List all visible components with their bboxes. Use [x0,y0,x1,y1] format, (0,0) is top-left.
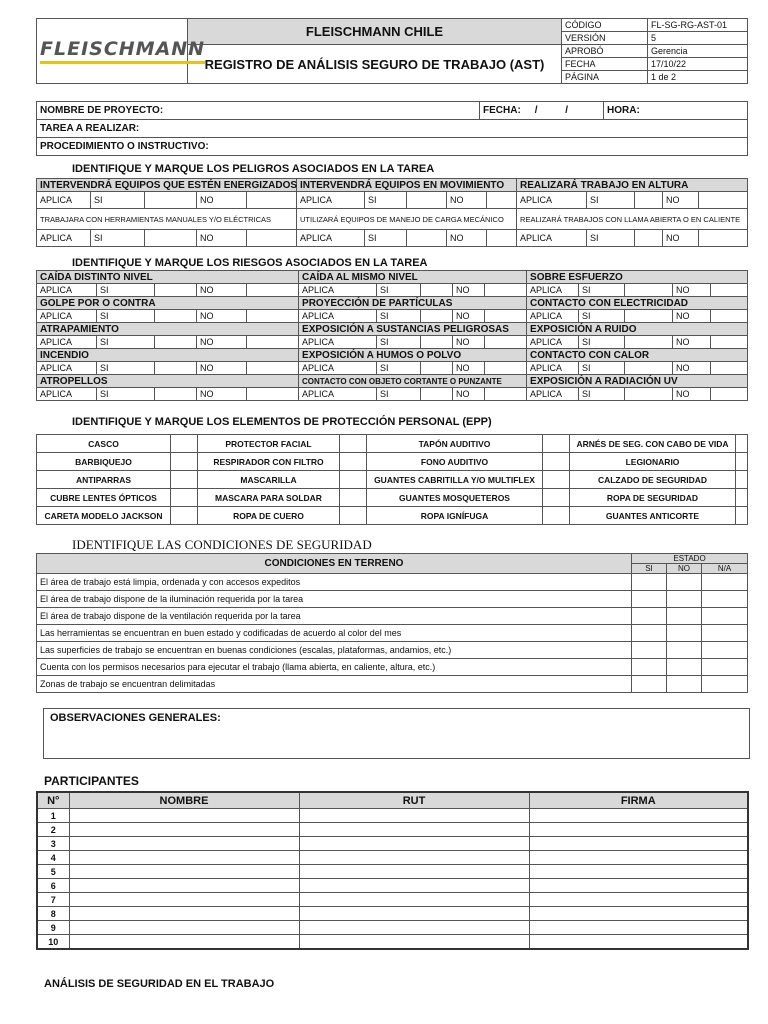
project-info-table [36,101,748,156]
hazard-label: INTERVENDRÁ EQUIPOS QUE ESTÉN ENERGIZADOS [37,179,297,192]
participant-number: 9 [37,921,69,935]
aplica-label: APLICA [517,230,587,247]
meta-label: CÓDIGO [562,19,648,32]
participant-rut-field[interactable] [299,837,529,851]
si-checkbox[interactable]: SI [579,336,625,349]
col-si: SI [632,564,667,574]
ppe-checkbox[interactable] [171,435,198,453]
procedure-field[interactable]: PROCEDIMIENTO O INSTRUCTIVO: [37,138,748,156]
ppe-item-label: CUBRE LENTES ÓPTICOS [37,489,171,507]
participant-signature-field[interactable] [529,851,748,865]
participant-signature-field[interactable] [529,893,748,907]
meta-label: VERSIÓN [562,32,648,45]
participant-number: 3 [37,837,69,851]
risk-label: CONTACTO CON CALOR [527,349,748,362]
no-checkbox[interactable]: NO [453,310,485,323]
header-table [36,18,748,84]
col-na: N/A [702,564,748,574]
condition-si-checkbox[interactable] [632,574,667,591]
no-checkbox[interactable]: NO [197,310,247,323]
no-checkbox[interactable]: NO [663,230,699,247]
condition-text: El área de trabajo dispone de la ventilación requerida por la tarea [37,608,632,625]
hazards-table [36,178,748,247]
aplica-label: APLICA [299,336,377,349]
condition-text: El área de trabajo dispone de la iluminación requerida por la tarea [37,591,632,608]
si-checkbox[interactable]: SI [377,336,421,349]
ppe-item-label: GUANTES MOSQUETEROS [367,489,543,507]
table-row [37,659,748,676]
aplica-label: APLICA [37,192,91,209]
condition-si-checkbox[interactable] [632,608,667,625]
table-row [37,865,748,879]
participant-rut-field[interactable] [299,879,529,893]
table-row [37,608,748,625]
participant-rut-field[interactable] [299,935,529,950]
estado-header: ESTADO [632,554,748,564]
ppe-checkbox[interactable] [736,435,748,453]
participant-signature-field[interactable] [529,837,748,851]
ppe-item-label: LEGIONARIO [570,453,736,471]
table-row [37,935,748,950]
ppe-checkbox[interactable] [171,507,198,525]
meta-value: Gerencia [648,45,748,58]
condition-no-checkbox[interactable] [667,574,702,591]
participant-signature-field[interactable] [529,921,748,935]
no-checkbox[interactable]: NO [197,362,247,375]
no-mark[interactable] [247,310,299,323]
risks-section-title: IDENTIFIQUE Y MARQUE LOS RIESGOS ASOCIADOS EN LA TAREA [72,257,428,269]
table-row [37,642,748,659]
aplica-label: APLICA [37,336,97,349]
observations-box[interactable] [43,708,750,759]
aplica-label: APLICA [37,388,97,401]
participant-name-field[interactable] [69,893,299,907]
ppe-item-label: ARNÉS DE SEG. CON CABO DE VIDA [570,435,736,453]
condition-na-checkbox[interactable] [702,574,748,591]
condition-si-checkbox[interactable] [632,591,667,608]
meta-value: 1 de 2 [648,71,748,84]
logo-text: FLEISCHMANN [40,38,205,64]
meta-label: FECHA [562,58,648,71]
table-row [37,837,748,851]
aplica-label: APLICA [297,230,365,247]
col-no: NO [667,564,702,574]
participant-signature-field[interactable] [529,907,748,921]
no-checkbox[interactable]: NO [447,230,487,247]
no-checkbox[interactable]: NO [447,192,487,209]
participants-title: PARTICIPANTES [44,774,139,788]
hazards-section-title: IDENTIFIQUE Y MARQUE LOS PELIGROS ASOCIADOS EN LA TAREA [72,163,435,175]
si-mark[interactable] [421,388,453,401]
ppe-item-label: FONO AUDITIVO [367,453,543,471]
ppe-item-label: CARETA MODELO JACKSON [37,507,171,525]
ppe-checkbox[interactable] [340,453,367,471]
no-checkbox[interactable]: NO [673,388,711,401]
project-name-field[interactable]: NOMBRE DE PROYECTO: [37,102,480,120]
risk-label: INCENDIO [37,349,299,362]
participant-name-field[interactable] [69,879,299,893]
no-mark[interactable] [711,310,748,323]
condition-si-checkbox[interactable] [632,642,667,659]
participant-signature-field[interactable] [529,865,748,879]
risk-label: EXPOSICIÓN A HUMOS O POLVO [299,349,527,362]
ppe-item-label: RESPIRADOR CON FILTRO [198,453,340,471]
ppe-checkbox[interactable] [340,435,367,453]
aplica-label: APLICA [37,230,91,247]
ppe-item-label: PROTECTOR FACIAL [198,435,340,453]
col-name: NOMBRE [69,792,299,809]
footer-title: ANÁLISIS DE SEGURIDAD EN EL TRABAJO [44,978,275,990]
risk-label: CONTACTO CON ELECTRICIDAD [527,297,748,310]
participant-name-field[interactable] [69,935,299,950]
ppe-item-label: BARBIQUEJO [37,453,171,471]
aplica-label: APLICA [37,284,97,297]
si-mark[interactable] [635,192,663,209]
si-checkbox[interactable]: SI [97,336,155,349]
participant-name-field[interactable] [69,823,299,837]
col-signature: FIRMA [529,792,748,809]
table-row [37,921,748,935]
ppe-item-label: GUANTES ANTICORTE [570,507,736,525]
ppe-item-label: TAPÓN AUDITIVO [367,435,543,453]
participant-number: 4 [37,851,69,865]
participant-signature-field[interactable] [529,809,748,823]
no-mark[interactable] [247,362,299,375]
condition-na-checkbox[interactable] [702,608,748,625]
condition-no-checkbox[interactable] [667,608,702,625]
condition-text: Las superficies de trabajo se encuentran en buenas condiciones (escalas, plataformas, andamios, etc.) [37,642,632,659]
risk-label: EXPOSICIÓN A RADIACIÓN UV [527,375,748,388]
hazard-label: TRABAJARA CON HERRAMIENTAS MANUALES Y/O ELÉCTRICAS [37,209,297,230]
aplica-label: APLICA [527,284,579,297]
aplica-label: APLICA [299,310,377,323]
si-checkbox[interactable]: SI [377,362,421,375]
participant-name-field[interactable] [69,837,299,851]
participant-rut-field[interactable] [299,893,529,907]
risks-table [36,270,748,401]
aplica-label: APLICA [299,284,377,297]
condition-na-checkbox[interactable] [702,659,748,676]
date-field[interactable] [480,102,604,120]
ppe-item-label: ROPA IGNÍFUGA [367,507,543,525]
condition-na-checkbox[interactable] [702,642,748,659]
no-mark[interactable] [487,192,517,209]
aplica-label: APLICA [299,362,377,375]
participant-name-field[interactable] [69,921,299,935]
si-mark[interactable] [421,362,453,375]
ppe-checkbox[interactable] [340,507,367,525]
si-checkbox[interactable]: SI [377,284,421,297]
condition-si-checkbox[interactable] [632,659,667,676]
conditions-table [36,553,748,693]
condition-na-checkbox[interactable] [702,591,748,608]
condition-si-checkbox[interactable] [632,625,667,642]
participant-number: 1 [37,809,69,823]
no-mark[interactable] [699,230,748,247]
no-checkbox[interactable]: NO [673,362,711,375]
participant-rut-field[interactable] [299,823,529,837]
si-checkbox[interactable]: SI [587,192,635,209]
ppe-item-label: ANTIPARRAS [37,471,171,489]
date-separators: / / [534,105,569,116]
ppe-checkbox[interactable] [736,453,748,471]
table-row [37,591,748,608]
condition-si-checkbox[interactable] [632,676,667,693]
si-checkbox[interactable]: SI [587,230,635,247]
ppe-item-label: GUANTES CABRITILLA Y/O MULTIFLEX [367,471,543,489]
si-mark[interactable] [145,230,197,247]
participant-signature-field[interactable] [529,823,748,837]
time-field[interactable]: HORA: [604,102,748,120]
si-checkbox[interactable]: SI [377,310,421,323]
risk-label: EXPOSICIÓN A SUSTANCIAS PELIGROSAS [299,323,527,336]
no-checkbox[interactable]: NO [197,284,247,297]
ppe-checkbox[interactable] [171,453,198,471]
si-mark[interactable] [155,284,197,297]
ppe-item-label: MASCARILLA [198,471,340,489]
logo [37,19,206,84]
ppe-checkbox[interactable] [543,435,570,453]
no-mark[interactable] [485,336,527,349]
meta-value: FL-SG-RG-AST-01 [648,19,748,32]
si-checkbox[interactable]: SI [365,230,407,247]
participant-number: 8 [37,907,69,921]
no-mark[interactable] [711,336,748,349]
si-mark[interactable] [625,284,673,297]
conditions-section-title: IDENTIFIQUE LAS CONDICIONES DE SEGURIDAD [72,537,372,552]
participant-signature-field[interactable] [529,879,748,893]
si-mark[interactable] [421,284,453,297]
no-mark[interactable] [247,336,299,349]
meta-label: APROBÓ [562,45,648,58]
risk-label: CAÍDA DISTINTO NIVEL [37,271,299,284]
table-row [37,676,748,693]
si-checkbox[interactable]: SI [579,362,625,375]
no-mark[interactable] [487,230,517,247]
no-mark[interactable] [247,230,297,247]
meta-value: 17/10/22 [648,58,748,71]
si-checkbox[interactable]: SI [97,284,155,297]
no-checkbox[interactable]: NO [197,230,247,247]
si-mark[interactable] [145,192,197,209]
ppe-table [36,434,748,525]
no-mark[interactable] [711,388,748,401]
table-row [37,907,748,921]
participant-name-field[interactable] [69,809,299,823]
aplica-label: APLICA [527,336,579,349]
no-checkbox[interactable]: NO [453,362,485,375]
table-row [37,625,748,642]
hazard-label: INTERVENDRÁ EQUIPOS EN MOVIMIENTO [297,179,517,192]
participant-rut-field[interactable] [299,907,529,921]
observations-label: OBSERVACIONES GENERALES: [50,712,221,724]
si-mark[interactable] [625,362,673,375]
si-checkbox[interactable]: SI [579,284,625,297]
no-checkbox[interactable]: NO [197,192,247,209]
aplica-label: APLICA [297,192,365,209]
ppe-item-label: ROPA DE SEGURIDAD [570,489,736,507]
ppe-checkbox[interactable] [340,471,367,489]
participant-number: 2 [37,823,69,837]
risk-label: GOLPE POR O CONTRA [37,297,299,310]
no-checkbox[interactable]: NO [673,336,711,349]
ppe-checkbox[interactable] [171,489,198,507]
participant-rut-field[interactable] [299,921,529,935]
si-checkbox[interactable]: SI [97,362,155,375]
participants-table [36,791,749,950]
aplica-label: APLICA [37,362,97,375]
si-mark[interactable] [635,230,663,247]
col-rut: RUT [299,792,529,809]
participant-number: 7 [37,893,69,907]
si-checkbox[interactable]: SI [377,388,421,401]
no-checkbox[interactable]: NO [453,284,485,297]
risk-label: CONTACTO CON OBJETO CORTANTE O PUNZANTE [299,375,527,388]
si-mark[interactable] [625,388,673,401]
no-checkbox[interactable]: NO [673,284,711,297]
table-row [37,879,748,893]
no-checkbox[interactable]: NO [673,310,711,323]
condition-no-checkbox[interactable] [667,591,702,608]
si-mark[interactable] [625,310,673,323]
si-mark[interactable] [155,310,197,323]
participant-name-field[interactable] [69,865,299,879]
si-checkbox[interactable]: SI [365,192,407,209]
no-mark[interactable] [485,388,527,401]
ppe-item-label: CASCO [37,435,171,453]
hazard-label: UTILIZARÁ EQUIPOS DE MANEJO DE CARGA MECÁNICO [297,209,517,230]
no-mark[interactable] [699,192,748,209]
ppe-checkbox[interactable] [340,489,367,507]
condition-na-checkbox[interactable] [702,625,748,642]
company-name: FLEISCHMANN CHILE [188,19,562,45]
meta-label: PÁGINA [562,71,648,84]
si-checkbox[interactable]: SI [97,388,155,401]
condition-text: Cuenta con los permisos necesarios para ejecutar el trabajo (llama abierta, en caliente, altura, etc.) [37,659,632,676]
participant-signature-field[interactable] [529,935,748,950]
risk-label: EXPOSICIÓN A RUIDO [527,323,748,336]
si-mark[interactable] [155,362,197,375]
no-checkbox[interactable]: NO [663,192,699,209]
si-mark[interactable] [625,336,673,349]
ppe-checkbox[interactable] [171,471,198,489]
ppe-checkbox[interactable] [543,489,570,507]
no-checkbox[interactable]: NO [197,336,247,349]
ppe-item-label: MASCARA PARA SOLDAR [198,489,340,507]
si-checkbox[interactable]: SI [579,310,625,323]
participant-number: 5 [37,865,69,879]
col-number: N° [37,792,69,809]
ppe-checkbox[interactable] [736,507,748,525]
si-checkbox[interactable]: SI [91,192,145,209]
table-row [37,823,748,837]
participant-name-field[interactable] [69,907,299,921]
aplica-label: APLICA [527,362,579,375]
ppe-item-label: ROPA DE CUERO [198,507,340,525]
condition-text: Las herramientas se encuentran en buen estado y codificadas de acuerdo al color del mes [37,625,632,642]
no-mark[interactable] [485,362,527,375]
table-row [37,893,748,907]
no-mark[interactable] [247,388,299,401]
task-field[interactable]: TAREA A REALIZAR: [37,120,748,138]
hazard-label: REALIZARÁ TRABAJOS CON LLAMA ABIERTA O EN CALIENTE [517,209,748,230]
meta-value: 5 [648,32,748,45]
no-mark[interactable] [485,310,527,323]
condition-no-checkbox[interactable] [667,659,702,676]
aplica-label: APLICA [517,192,587,209]
ppe-checkbox[interactable] [543,471,570,489]
ppe-checkbox[interactable] [543,507,570,525]
table-row [37,574,748,591]
no-checkbox[interactable]: NO [453,336,485,349]
condition-no-checkbox[interactable] [667,625,702,642]
ppe-checkbox[interactable] [736,489,748,507]
si-checkbox[interactable]: SI [91,230,145,247]
document-title: REGISTRO DE ANÁLISIS SEGURO DE TRABAJO (AST) [188,45,562,84]
conditions-header: CONDICIONES EN TERRENO [37,554,632,574]
participant-number: 6 [37,879,69,893]
condition-text: El área de trabajo está limpia, ordenada y con accesos expeditos [37,574,632,591]
no-checkbox[interactable]: NO [453,388,485,401]
ppe-item-label: CALZADO DE SEGURIDAD [570,471,736,489]
participant-rut-field[interactable] [299,851,529,865]
si-mark[interactable] [407,230,447,247]
table-row [37,809,748,823]
si-checkbox[interactable]: SI [579,388,625,401]
participant-number: 10 [37,935,69,950]
ppe-checkbox[interactable] [736,471,748,489]
risk-label: ATROPELLOS [37,375,299,388]
hazard-label: REALIZARÁ TRABAJO EN ALTURA [517,179,748,192]
participant-rut-field[interactable] [299,809,529,823]
condition-text: Zonas de trabajo se encuentran delimitadas [37,676,632,693]
participant-name-field[interactable] [69,851,299,865]
no-mark[interactable] [247,284,299,297]
ppe-section-title: IDENTIFIQUE Y MARQUE LOS ELEMENTOS DE PROTECCIÓN PERSONAL (EPP) [72,416,492,428]
no-mark[interactable] [247,192,297,209]
risk-label: SOBRE ESFUERZO [527,271,748,284]
condition-na-checkbox[interactable] [702,676,748,693]
no-mark[interactable] [485,284,527,297]
si-mark[interactable] [407,192,447,209]
si-mark[interactable] [155,388,197,401]
aplica-label: APLICA [527,310,579,323]
aplica-label: APLICA [527,388,579,401]
no-mark[interactable] [711,284,748,297]
risk-label: PROYECCIÓN DE PARTÍCULAS [299,297,527,310]
risk-label: ATRAPAMIENTO [37,323,299,336]
aplica-label: APLICA [299,388,377,401]
date-label: FECHA: [483,105,521,116]
participant-rut-field[interactable] [299,865,529,879]
table-row [37,851,748,865]
risk-label: CAÍDA AL MISMO NIVEL [299,271,527,284]
si-mark[interactable] [155,336,197,349]
si-checkbox[interactable]: SI [97,310,155,323]
ppe-checkbox[interactable] [543,453,570,471]
aplica-label: APLICA [37,310,97,323]
condition-no-checkbox[interactable] [667,676,702,693]
si-mark[interactable] [421,310,453,323]
no-checkbox[interactable]: NO [197,388,247,401]
si-mark[interactable] [421,336,453,349]
no-mark[interactable] [711,362,748,375]
condition-no-checkbox[interactable] [667,642,702,659]
